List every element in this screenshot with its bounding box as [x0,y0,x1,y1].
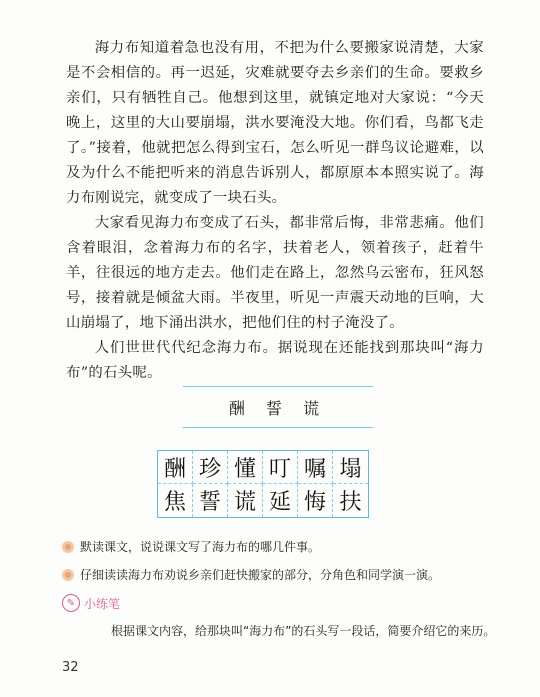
char-cell: 叮 [263,451,298,484]
paragraph-2: 大家看见海力布变成了石头，都非常后悔，非常悲痛。他们含着眼泪，念着海力布的名字，扶着老人，领着孩子，赶着牛羊，往很远的地方走去。他们走在路上，忽然乌云密布，狂风怒号，接着就是倾盆大雨。半夜里，听见一声震天动地的巨响，大山崩塌了，地下涌出洪水，把他们住的村子淹没了。 [66,215,484,331]
exercise-2 [62,566,440,583]
vocab-title: 酬 誓 谎 [183,386,373,428]
story-text [66,36,484,386]
char-cell: 珍 [193,451,228,484]
exercise-text: 默读课文，说说课文写了海力布的哪几件事。 [80,540,321,554]
practice-label: 小练笔 [84,596,121,611]
paragraph-3: 人们世世代代纪念海力布。据说现在还能找到那块叫“海力布”的石头呢。 [66,340,484,381]
page-number: 32 [62,660,79,675]
char-cell: 悔 [298,484,333,517]
char-cell: 谎 [228,484,263,517]
char-cell: 嘱 [298,451,333,484]
practice-heading [62,594,120,612]
paragraph-1: 海力布知道着急也没有用，不把为什么要搬家说清楚，大家是不会相信的。再一迟延，灾难就要夺去乡亲们的生命。要救乡亲们，只有牺牲自己。他想到这里，就镇定地对大家说：“今天晚上，这里的大山要崩塌，洪水要淹没大地。你们看，鸟都飞走了。”接着，他就把怎么得到宝石，怎么听见一群鸟议论避难，以及为什么不能把听来的消息告诉别人，都原原本本照实说了。海力布刚说完，就变成了一块石头。 [66,40,484,206]
bullet-icon [62,569,74,581]
char-cell: 塌 [333,451,368,484]
exercise-1 [62,538,320,555]
char-cell: 扶 [339,490,362,515]
character-grid [157,450,369,518]
char-cell: 懂 [228,451,263,484]
pencil-icon: ✎ [62,594,80,612]
practice-text: 根据课文内容，给那块叫“海力布”的石头写一段话，简要介绍它的来历。 [111,624,496,638]
char-cell: 酬 [158,451,193,484]
char-cell: 延 [263,484,298,517]
char-cell: 誓 [193,484,228,517]
exercise-text: 仔细读读海力布劝说乡亲们赶快搬家的部分，分角色和同学演一演。 [80,568,441,582]
char-cell: 焦 [158,484,193,517]
bullet-icon [62,541,74,553]
